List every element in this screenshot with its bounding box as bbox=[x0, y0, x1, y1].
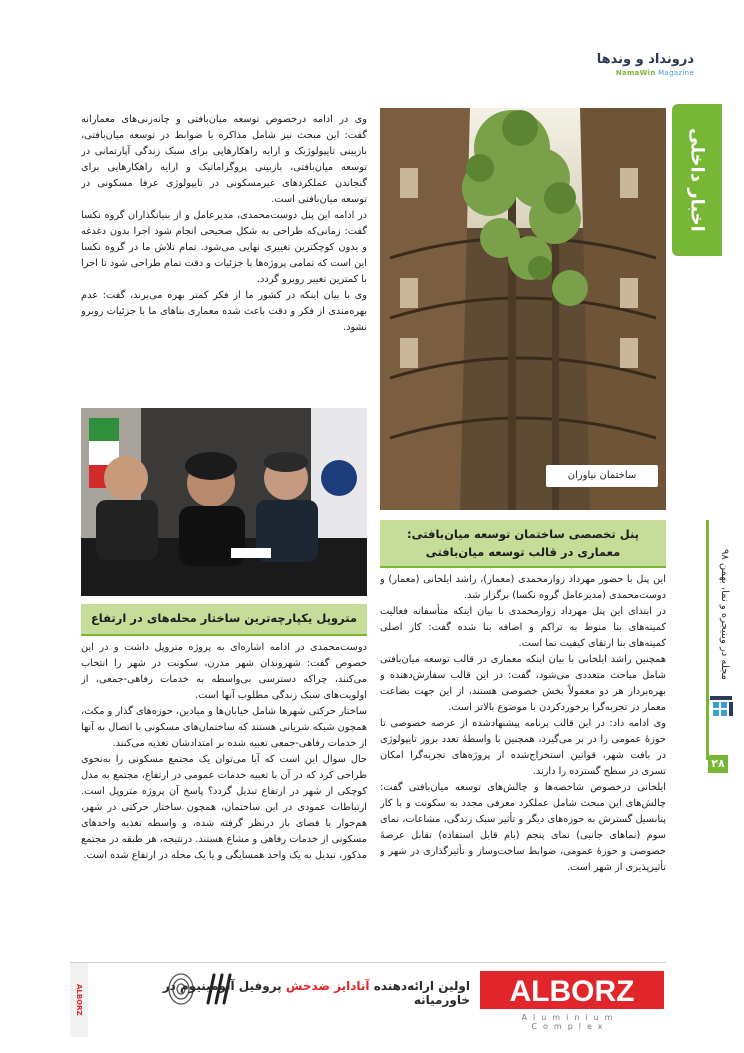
article-column-right bbox=[380, 572, 666, 948]
panel-photo bbox=[81, 408, 367, 596]
magazine-mark-icon bbox=[708, 690, 734, 720]
ad-tagline-accent: آنادایز ضدخش bbox=[285, 979, 370, 993]
ad-tagline-pre: اولین ارائه‌دهنده bbox=[373, 979, 470, 993]
margin-rule bbox=[706, 520, 709, 760]
paragraph: حال سوال این است که آیا می‌توان یک مجتمع مسکونی را به‌نحوی طراحی کرد که در آن با تعبیه خدمات عمومی در ارتفاع، مجتمع به مدل کوچکی از شهر در ارتفاع تبدیل گردد؟ پاسخ آن پروژه متروپل است. ارتباطات عمودی در این ساختمان، همچون ساختار حرکتی در شهر، هم‌جوار با فضای باز درنظر گرفته شده، و واسطه تغذیه واحدهای مسکونی از خدمات رفاهی و مشاع هستند. درنتیجه، هر طبقه در مجتمع مذکور، تبدیل به یک واحد همسایگی و یا یک محله در ارتفاع شده است. bbox=[81, 754, 367, 861]
paragraph: ایلخانی درخصوص شاخصه‌ها و چالش‌های توسعه میان‌بافتی گفت: چالش‌های این مبحث شامل عملکرد معرفی مجدد به سکونت و با کار پتانسیل گسترش به حوزه‌های دیگر و تأثیر سبک زندگی، مشاعات، نمای سوم (نماهای جانبی) نمای پنجم (بام قابل استفاده) تقابل عرصهٔ خصوصی و حوزهٔ عمومی، ضوابط ساخت‌وساز و تأثیرگذاری در شهر و تأثیرپذیری از شهر است. bbox=[380, 782, 666, 873]
ad-brand-subtitle: Aluminium Complex bbox=[521, 1013, 619, 1031]
building-photo bbox=[380, 108, 666, 510]
metropol-heading: متروپل یکپارچه‌ترین ساختار محله‌های در ارتفاع bbox=[81, 604, 367, 636]
paragraph: این پنل با حضور مهرداد زوارمحمدی (معمار)، راشد ایلخانی (معمار) و دوست‌محمدی (مدیرعامل گروه نکسا) برگزار شد. bbox=[380, 574, 666, 601]
paragraph: در ابتدای این پنل مهرداد زوارمحمدی با بیان اینکه متأسفانه فعالیت کمیته‌های بنا منوط به تراکم و اضافه بنا شده گفت: کار اصلی کمیته‌های بنا ارتقای کیفیت نما است. bbox=[380, 606, 666, 649]
magazine-logo-fa: درونداد و وندها bbox=[596, 52, 694, 67]
alborz-logo bbox=[480, 967, 664, 1013]
paragraph: ساختار حرکتی شهرها شامل خیابان‌ها و میادین، حوزه‌های گذار و مکث، همچون شبکه شریانی هستند که ساختمان‌های مسکونی با اتصال به آنها از خدمات رفاهی-جمعی تعبیه شده بر امتدادشان تغذیه می‌کنند. bbox=[81, 706, 367, 749]
logo-en-prefix: NamaWin bbox=[615, 69, 656, 77]
paragraph: وی با بیان اینکه در کشور ما از فکر کمتر بهره می‌برند، گفت: عدم بهره‌مندی از فکر و دقت باعث شده معماری بناهای ما با جزئیات روبرو نشود. bbox=[81, 290, 367, 333]
article-column-left-bottom bbox=[81, 640, 367, 950]
magazine-issue-info: مجله در وینیجره و نما، بهمن ۹۸ bbox=[719, 549, 730, 680]
paragraph: دوست‌محمدی در ادامه اشاره‌ای به پروژه متروپل داشت و در این خصوص گفت: شهروندان شهر مدرن، سکونت در شهر را انتخاب می‌کنند، چراکه دسترسی بی‌واسطه به خدمات رفاهی-جمعی، از اولویت‌های سبک زندگی مطلوب آنها است. bbox=[81, 642, 367, 701]
paragraph: همچنین راشد ایلخانی با بیان اینکه معماری در قالب توسعه میان‌بافتی شامل مباحث متعددی می‌شود، گفت: در این قالب سفارش‌دهنده و بهره‌بردار هر دو معمولاً بخش خصوصی هستند، از این جهت بضاعت معمار در تجربه‌گرا برخوردکردن با موضوع بالاتر است. bbox=[380, 654, 666, 713]
panel-photo-illustration bbox=[81, 408, 367, 596]
advertisement-banner[interactable] bbox=[70, 962, 666, 1037]
ad-tagline bbox=[150, 979, 470, 1007]
alborz-logo-text: ALBORZ bbox=[509, 975, 635, 1008]
page-number: ۲۸ bbox=[708, 755, 728, 773]
paragraph: وی ادامه داد: در این قالب برنامه پیشنهادشده از عرصه خصوصی تا حوزهٔ عمومی را در بر می‌گیرد، همچنین با واسطهٔ تعدد بروز تایپولوژی در بافت شهر، قوانین استخراج‌شده از پروژه‌های تجربه‌گرا امکان تسری در سطح گسترده را دارند. bbox=[380, 718, 666, 777]
ad-tagline-post: پروفیل آلومینیوم در خاورمیانه bbox=[162, 979, 470, 1007]
panel-heading: پنل تخصصی ساختمان توسعه میان‌بافتی: معماری در قالب توسعه میان‌بافتی bbox=[380, 520, 666, 568]
article-column-left-top bbox=[81, 112, 367, 402]
paragraph: در ادامه این پنل دوست‌محمدی، مدیرعامل و از بنیانگذاران گروه نکسا گفت: زمانی‌که طراحی به شکل صحیحی انجام شود اجرا بدون دغدغه و بدون کوچکترین تغییری نهایی می‌شود. تمام تلاش ما در گروه نکسا این است که تمامی پروژه‌ها با جزئیات و دقت تمام طراحی شود تا اجرا با کمترین تغییر روبرو گردد. bbox=[81, 210, 367, 285]
ad-side-strip: ALBORZ bbox=[70, 963, 88, 1037]
logo-en-suffix: Magazine bbox=[658, 69, 694, 77]
photo-caption: ساختمان نیاوران bbox=[546, 465, 658, 487]
section-tab-label: اخبار داخلی bbox=[686, 128, 708, 232]
section-tab bbox=[672, 104, 722, 256]
building-photo-illustration bbox=[380, 108, 666, 510]
paragraph: وی در ادامه درخصوص توسعه میان‌بافتی و چانه‌زنی‌های معمارانه گفت: این مبحث نیز شامل مذاکره با ضوابط در توسعه میان‌بافتی، بازبینی تایپولوژیک و ارایه راهکارهایی برای سبک زندگی آپارتمانی در توسعه میان‌بافتی، بازبینی پروگراماتیک و ارایه راهکارهایی برای گنجاندن عملکردهای غیرمسکونی در تایپولوژی عرفا مسکونی در توسعه میان‌بافتی است. bbox=[81, 114, 367, 205]
magazine-logo bbox=[578, 52, 694, 86]
magazine-logo-en bbox=[578, 68, 694, 78]
